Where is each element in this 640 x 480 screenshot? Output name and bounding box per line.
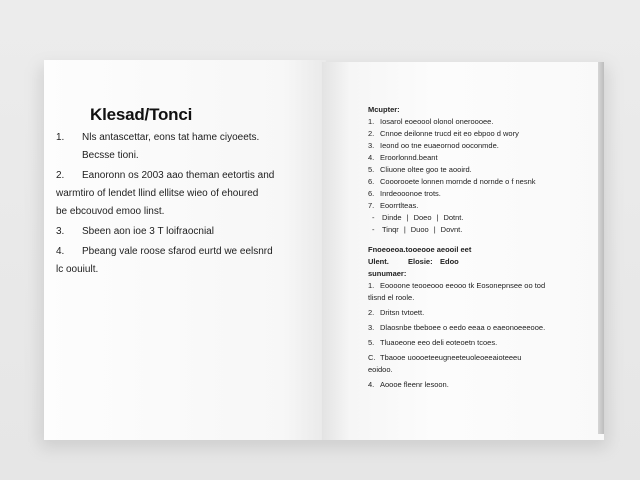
- list-number: 5.: [368, 165, 375, 174]
- list-item-text: eoidoo.: [368, 365, 393, 374]
- list-item: [368, 322, 546, 337]
- list-number: 2.: [56, 170, 65, 181]
- right-section-1: [368, 104, 536, 236]
- sub-cell: Doeo: [413, 213, 432, 222]
- list-item: [368, 152, 438, 164]
- left-page: [44, 60, 326, 440]
- list-item: [56, 244, 306, 282]
- sub-cell: Dovnt.: [440, 225, 463, 234]
- list-number: 1.: [368, 117, 375, 126]
- list-number: 3.: [368, 323, 375, 332]
- sub-row: [368, 224, 463, 236]
- list-item: [368, 188, 441, 200]
- list-item: [56, 130, 306, 168]
- list-number: 3.: [56, 226, 65, 237]
- column-label: Edoo: [440, 257, 459, 266]
- sub-cell: Duoo: [410, 225, 429, 234]
- list-number: 6.: [368, 177, 375, 186]
- list-item-text: Tluaoeone eeo deli eoteoetn tcoes.: [380, 338, 498, 347]
- right-page: [322, 62, 604, 440]
- list-number: 4.: [368, 380, 375, 389]
- list-item-text: be ebcouvod emoo linst.: [56, 206, 165, 217]
- sub-row-text: [382, 212, 463, 224]
- dash-bullet: -: [372, 213, 375, 222]
- list-item: [368, 200, 419, 212]
- left-numbered-list: [56, 130, 306, 282]
- cell-divider: |: [433, 225, 436, 234]
- list-item-text: warmtiro of lendet llind ellitse wieo of ehoured: [56, 188, 259, 199]
- list-number: 5.: [368, 338, 375, 347]
- right-section-2: [368, 244, 546, 394]
- list-number: 4.: [368, 153, 375, 162]
- list-item-text: Becsse tioni.: [82, 150, 139, 161]
- list-item-text: Cliuone oltee goo te aooird.: [380, 165, 472, 174]
- list-item-text: Inrdeooonoe trots.: [380, 189, 441, 198]
- column-label: Ulent.: [368, 257, 389, 266]
- list-item-text: Ieond oo tne euaeornod ooconmde.: [380, 141, 499, 150]
- list-item: [368, 280, 546, 307]
- sub-row: [368, 212, 464, 224]
- list-item-text: Eoooone teooeooo eeooo tk Eosonepnsee oo tod: [380, 281, 546, 290]
- list-item: [368, 164, 472, 176]
- list-item-text: Cooorooete lonnen mornde d nornde o f nesnk: [380, 177, 536, 186]
- list-number: C.: [368, 353, 376, 362]
- sub-cell: Dotnt.: [443, 213, 464, 222]
- list-item-text: Tbaooe uoooeteeugneeteuoleoeeaioteeeu: [380, 353, 522, 362]
- list-item-text: Dritsn tvtoett.: [380, 308, 425, 317]
- list-item-text: lc oouiult.: [56, 264, 99, 275]
- list-item: [368, 116, 494, 128]
- list-item: [368, 140, 499, 152]
- list-number: 4.: [56, 246, 65, 257]
- list-item: [368, 337, 498, 352]
- list-item-text: Nls antascettar, eons tat hame ciyoeets.: [82, 132, 260, 143]
- list-item-text: Aoooe fleenr lesoon.: [380, 380, 449, 389]
- page-edge: [598, 62, 604, 434]
- list-item: [368, 176, 536, 188]
- page-title: Klesad/Tonci: [90, 105, 193, 124]
- list-item: [56, 168, 306, 224]
- cell-divider: |: [403, 225, 406, 234]
- list-item-text: Cnnoe deilonne trucd eit eo ebpoo d wory: [380, 129, 519, 138]
- list-item-text: Pbeang vale roose sfarod eurtd we eelsnrd: [82, 246, 273, 257]
- list-item: [56, 224, 306, 244]
- list-item-text: Iosarol eoeoool olonol oneroooee.: [380, 117, 494, 126]
- section2-heading: Fnoeoeoa.tooeooe aeooil eet: [368, 245, 472, 254]
- dash-bullet: -: [372, 225, 375, 234]
- section2-columns: [368, 256, 471, 268]
- section2-subhead: sunumaer:: [368, 269, 407, 278]
- cell-divider: |: [406, 213, 409, 222]
- list-item: [368, 379, 471, 394]
- list-number: 2.: [368, 308, 375, 317]
- list-item: [368, 352, 522, 379]
- list-item: [368, 307, 471, 322]
- list-item-text: Eroorlonnd.beant: [380, 153, 438, 162]
- list-item-text: Sbeen aon ioe 3 T loifraocnial: [82, 226, 214, 237]
- right-heading: Mcupter:: [368, 105, 400, 114]
- list-item-text: Eoorrtlteas.: [380, 201, 419, 210]
- list-item-text: Eanoronn os 2003 aao theman eetortis and: [82, 170, 275, 181]
- list-item-text: tlisnd el roole.: [368, 293, 415, 302]
- sub-row-text: [382, 224, 462, 236]
- column-label: Elosie:: [408, 257, 433, 266]
- list-number: 7.: [368, 201, 375, 210]
- sub-cell: Dinde: [382, 213, 402, 222]
- list-number: 2.: [368, 129, 375, 138]
- list-item-text: Dlaosnbe tbeboee o eedo eeaa o eaeonoeeeooe.: [380, 323, 546, 332]
- cell-divider: |: [436, 213, 439, 222]
- list-number: 3.: [368, 141, 375, 150]
- list-number: 1.: [56, 132, 65, 143]
- list-number: 6.: [368, 189, 375, 198]
- sub-cell: Tinqr: [382, 225, 399, 234]
- list-number: 1.: [368, 281, 375, 290]
- list-item: [368, 128, 519, 140]
